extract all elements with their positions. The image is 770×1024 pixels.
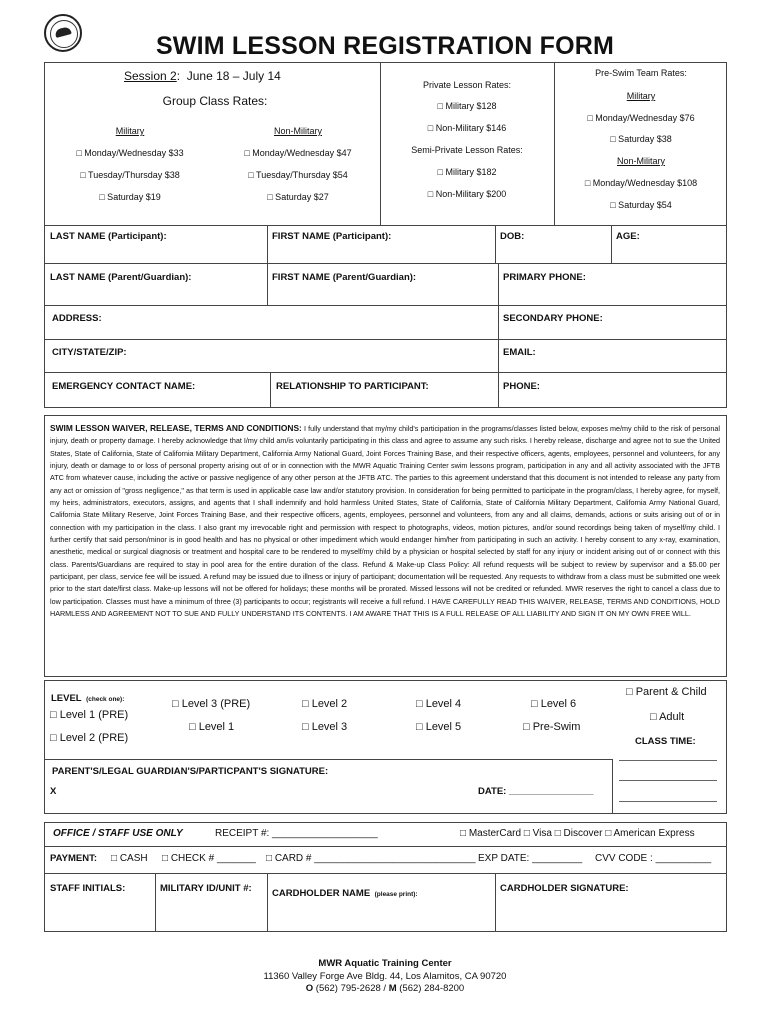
group-military-item[interactable]: □ Saturday $19 — [99, 192, 161, 202]
class-time-line[interactable] — [619, 760, 717, 761]
level-box — [44, 680, 727, 814]
semi-private-rates-title: Semi-Private Lesson Rates: — [411, 145, 523, 155]
semi-private-rate-item[interactable]: □ Non-Military $200 — [427, 189, 507, 199]
cardholder-name-field[interactable]: CARDHOLDER NAME (please print): — [272, 888, 418, 899]
date-field[interactable]: DATE: ________________ — [478, 786, 594, 797]
level-label: LEVEL (check one): — [51, 693, 125, 704]
card-type-options[interactable]: □ MasterCard □ Visa □ Discover □ American Express — [460, 828, 695, 839]
cardholder-signature-field[interactable]: CARDHOLDER SIGNATURE: — [500, 883, 629, 894]
group-nonmilitary-item[interactable]: □ Saturday $27 — [267, 192, 329, 202]
waiver-heading: SWIM LESSON WAIVER, RELEASE, TERMS AND CONDITIONS: — [50, 423, 302, 433]
preswim-military-item[interactable]: □ Monday/Wednesday $76 — [587, 113, 695, 123]
last-name-parent-field[interactable]: LAST NAME (Parent/Guardian): — [50, 272, 192, 283]
group-nonmilitary-header: Non-Military — [273, 126, 322, 136]
level-option[interactable]: □ Level 1 (PRE) — [50, 709, 129, 721]
level-option[interactable]: □ Level 3 (PRE) — [172, 698, 251, 710]
payment-label: PAYMENT: — [50, 853, 97, 864]
relationship-field[interactable]: RELATIONSHIP TO PARTICIPANT: — [276, 381, 429, 392]
group-nonmilitary-item[interactable]: □ Monday/Wednesday $47 — [244, 148, 352, 158]
dob-field[interactable]: DOB: — [500, 231, 525, 242]
signature-label: PARENT'S/LEGAL GUARDIAN'S/PARTICPANT'S SIGNATURE: — [52, 766, 329, 777]
level-option[interactable]: □ Level 4 — [416, 698, 462, 710]
waiver-text — [50, 422, 720, 621]
footer-address: 11360 Valley Forge Ave Bldg. 44, Los Alamitos, CA 90720 — [263, 971, 507, 982]
level-option[interactable]: □ Level 1 — [189, 721, 235, 733]
private-rate-item[interactable]: □ Military $128 — [437, 101, 497, 111]
staff-initials-field[interactable]: STAFF INITIALS: — [50, 883, 126, 894]
page-title: SWIM LESSON REGISTRATION FORM — [155, 32, 615, 60]
card-option[interactable]: □ CARD # _____________________________ — [266, 853, 476, 864]
preswim-military-header: Military — [626, 91, 656, 101]
office-use-label: OFFICE / STAFF USE ONLY — [53, 828, 183, 839]
secondary-phone-field[interactable]: SECONDARY PHONE: — [503, 313, 603, 324]
level-option[interactable]: □ Level 3 — [302, 721, 348, 733]
class-time-label: CLASS TIME: — [635, 736, 696, 747]
footer-org: MWR Aquatic Training Center — [318, 958, 452, 969]
cvv-field[interactable]: CVV CODE : __________ — [595, 853, 712, 864]
private-rate-item[interactable]: □ Non-Military $146 — [427, 123, 507, 133]
preswim-title: Pre-Swim Team Rates: — [595, 68, 687, 78]
city-state-zip-field[interactable]: CITY/STATE/ZIP: — [52, 347, 127, 358]
emergency-contact-field[interactable]: EMERGENCY CONTACT NAME: — [52, 381, 196, 392]
semi-private-rate-item[interactable]: □ Military $182 — [437, 167, 497, 177]
waiver-body: I fully understand that my/my child's participation in the programs/classes listed below, exposes me/my child to the risk of personal injury, death or property damage. I hereby acknowledge that I/my child am/is voluntarily participating in this class and agree to assume any such risks. I hereby release, discharge and agree not to sue the United States, State of California, State of California Military Department, California Army National Guard, Joint Forces Training Base, and their respective officers, agents, employees, personnel and volunteers, for any injury, death or damage to or loss of personal property arising out of or in connection with the MWR Aquatic Training Center swim lessons program, participation in any and all activity associated with the JFTB ATC from whatever cause, including the active or passive negligence of any other person at the JFTB ATC. The parties to this agreement understand that this document is not intended to release any party from any act or omission of "gross negligence," as that term is used in applicable case law and/or statutory provision. In consideration for being permitted to participate in the program/class, I hereby agree, for myself, my heirs, administrators, executors, assigns, and agents that I shall indemnify and hold harmless United States, State of California, State of California Military Department, California Army National Guard, California State Military Reserve, Joint Forces Training Base, and their respective officers, agents, employees, personnel and volunteers, from any and all claims, demands, actions or suits arising out of or in connection with my participation in the class. I also grant my irrevocable right and permission with respect to photographs, videos, motion pictures, and/or sound recordings being taken of myself/my child. I further certify that said person/minor is in good health and has no physical or other impediment which would endanger him/her from participating in such an activity. I hereby consent to any x-ray, examination, anesthetic, medical or surgical diagnosis or treatment and hospital care to be rendered to myself/my child by a physician or hospital selected by staff for any injury or incident arising out of or connect with this class. Parents/Guardians are required to stay in pool area for the entire duration of the class. Refund & Make-up Class Policy: All refund requests will be subject to review by supervisor and a $5.00 per participant, per class, service fee will be issued. A refund may be issued due to illness or injury of participant; documentation will be requested. Any requests to withdraw from a class must be submitted one week prior to the start date/first class. Make-up lessons will not be offered for holidays; these months will be prorated. Missed lessons will not be credited or refunded. MWR reserves the right to cancel a class due to low participation. Classes must have a minimum of three (3) participants to occur; registrants will receive a full refund. I HAVE CAREFULLY READ THIS WAIVER, RELEASE, TERMS AND CONDITIONS, HOLD HARMLESS AND AGREEMENT NOT TO SUE AND FULLY UNDERSTAND ITS CONTENTS. I AM AWARE THAT THIS IS A FULL RELEASE OF ALL LIABILITY AND SIGN IT ON MY OWN FREE WILL. — [50, 424, 720, 619]
group-rates-title: Group Class Rates: — [162, 94, 268, 108]
military-id-field[interactable]: MILITARY ID/UNIT #: — [160, 883, 252, 894]
group-military-header: Military — [115, 126, 145, 136]
session-line: Session 2: June 18 – July 14 — [124, 69, 281, 83]
preswim-nonmilitary-header: Non-Military — [616, 156, 665, 166]
preswim-nonmilitary-item[interactable]: □ Saturday $54 — [610, 200, 672, 210]
class-time-line[interactable] — [619, 801, 717, 802]
first-name-participant-field[interactable]: FIRST NAME (Participant): — [272, 231, 392, 242]
signature-field[interactable]: X — [50, 786, 57, 797]
level-option[interactable]: □ Level 5 — [416, 721, 462, 733]
level-option[interactable]: □ Level 2 — [302, 698, 348, 710]
phone-field[interactable]: PHONE: — [503, 381, 540, 392]
exp-date-field[interactable]: EXP DATE: _________ — [478, 853, 583, 864]
check-option[interactable]: □ CHECK # _______ — [162, 853, 256, 864]
group-nonmilitary-item[interactable]: □ Tuesday/Thursday $54 — [248, 170, 348, 180]
cash-option[interactable]: □ CASH — [111, 853, 148, 864]
email-field[interactable]: EMAIL: — [503, 347, 536, 358]
footer-phones: O (562) 795-2628 / M (562) 284-8200 — [305, 983, 465, 994]
level-option[interactable]: □ Level 6 — [531, 698, 577, 710]
group-military-item[interactable]: □ Monday/Wednesday $33 — [76, 148, 184, 158]
primary-phone-field[interactable]: PRIMARY PHONE: — [503, 272, 586, 283]
last-name-participant-field[interactable]: LAST NAME (Participant): — [50, 231, 167, 242]
level-option[interactable]: □ Level 2 (PRE) — [50, 732, 129, 744]
age-field[interactable]: AGE: — [616, 231, 640, 242]
group-military-item[interactable]: □ Tuesday/Thursday $38 — [80, 170, 180, 180]
preswim-nonmilitary-item[interactable]: □ Monday/Wednesday $108 — [584, 178, 698, 188]
level-option[interactable]: □ Adult — [650, 711, 685, 723]
receipt-field[interactable]: RECEIPT #: ___________________ — [215, 828, 378, 839]
level-option[interactable]: □ Pre-Swim — [523, 721, 581, 733]
class-time-line[interactable] — [619, 780, 717, 781]
private-rates-title: Private Lesson Rates: — [422, 80, 512, 90]
first-name-parent-field[interactable]: FIRST NAME (Parent/Guardian): — [272, 272, 417, 283]
level-option[interactable]: □ Parent & Child — [626, 686, 707, 698]
preswim-military-item[interactable]: □ Saturday $38 — [610, 134, 672, 144]
address-field[interactable]: ADDRESS: — [52, 313, 102, 324]
